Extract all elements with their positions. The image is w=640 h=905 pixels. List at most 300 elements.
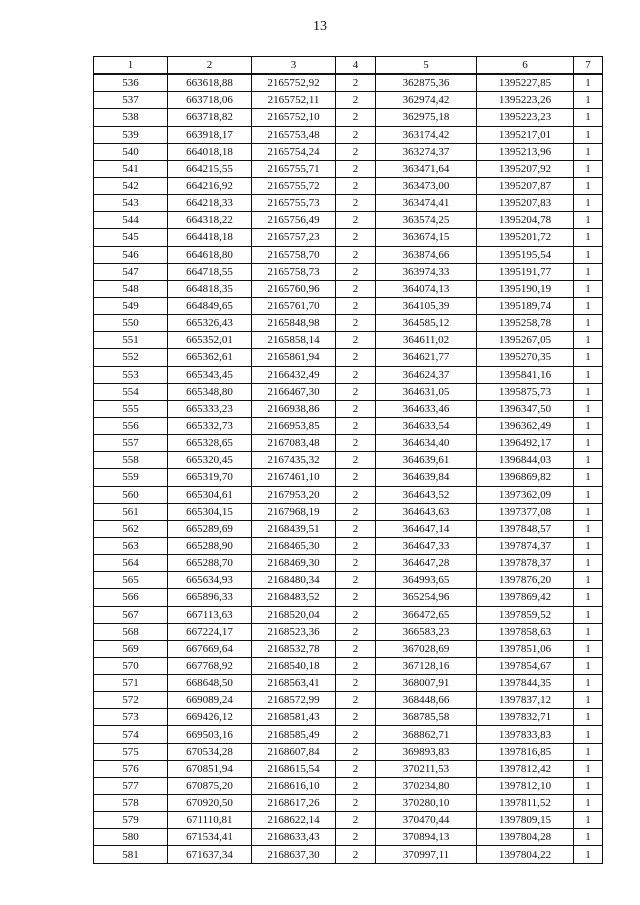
table-cell: 1 <box>574 92 603 109</box>
table-cell: 1 <box>574 743 603 760</box>
table-row <box>94 640 603 657</box>
table-cell: 2168523,36 <box>252 623 336 640</box>
table-cell: 539 <box>94 126 168 143</box>
table-cell: 569 <box>94 640 168 657</box>
table-cell: 2168439,51 <box>252 520 336 537</box>
table-cell: 1 <box>574 726 603 743</box>
table-cell: 1395191,77 <box>477 263 574 280</box>
table-cell: 1 <box>574 469 603 486</box>
table-cell: 2165861,94 <box>252 349 336 366</box>
table-cell: 1397874,37 <box>477 537 574 554</box>
table-row <box>94 743 603 760</box>
table-cell: 545 <box>94 229 168 246</box>
table-cell: 2 <box>336 812 376 829</box>
table-row <box>94 74 603 92</box>
table-cell: 364647,33 <box>376 537 477 554</box>
table-cell: 2165752,10 <box>252 109 336 126</box>
table-cell: 2 <box>336 143 376 160</box>
table-cell: 362975,18 <box>376 109 477 126</box>
table-cell: 2 <box>336 829 376 846</box>
table-cell: 2167461,10 <box>252 469 336 486</box>
table-row <box>94 212 603 229</box>
table-cell: 2 <box>336 417 376 434</box>
table-cell: 2 <box>336 537 376 554</box>
table-cell: 364639,61 <box>376 452 477 469</box>
table-cell: 665304,61 <box>168 486 252 503</box>
table-cell: 543 <box>94 195 168 212</box>
table-cell: 1397811,52 <box>477 795 574 812</box>
table-cell: 664618,80 <box>168 246 252 263</box>
table-cell: 2 <box>336 777 376 794</box>
table-row <box>94 435 603 452</box>
table-cell: 1397809,15 <box>477 812 574 829</box>
table-row <box>94 126 603 143</box>
table-cell: 364647,14 <box>376 520 477 537</box>
column-header: 2 <box>168 57 252 75</box>
table-cell: 1 <box>574 126 603 143</box>
table-cell: 368448,66 <box>376 692 477 709</box>
table-cell: 1397878,37 <box>477 555 574 572</box>
table-cell: 1 <box>574 177 603 194</box>
table-row <box>94 229 603 246</box>
table-cell: 1 <box>574 503 603 520</box>
table-cell: 1395207,87 <box>477 177 574 194</box>
table-cell: 550 <box>94 315 168 332</box>
table-cell: 1395875,73 <box>477 383 574 400</box>
table-cell: 2 <box>336 743 376 760</box>
table-cell: 1397844,35 <box>477 675 574 692</box>
table-row <box>94 349 603 366</box>
table-cell: 2 <box>336 263 376 280</box>
table-row <box>94 760 603 777</box>
table-cell: 1 <box>574 777 603 794</box>
table-cell: 1395223,26 <box>477 92 574 109</box>
table-cell: 664818,35 <box>168 280 252 297</box>
table-cell: 561 <box>94 503 168 520</box>
table-cell: 2167435,32 <box>252 452 336 469</box>
table-row <box>94 589 603 606</box>
table-cell: 1 <box>574 400 603 417</box>
table-row <box>94 829 603 846</box>
table-cell: 2 <box>336 572 376 589</box>
table-cell: 1 <box>574 143 603 160</box>
table-cell: 1396844,03 <box>477 452 574 469</box>
table-row <box>94 332 603 349</box>
table-cell: 2 <box>336 795 376 812</box>
table-cell: 2168469,30 <box>252 555 336 572</box>
table-cell: 366583,23 <box>376 623 477 640</box>
table-cell: 1396347,50 <box>477 400 574 417</box>
table-cell: 549 <box>94 297 168 314</box>
table-row <box>94 503 603 520</box>
table-cell: 546 <box>94 246 168 263</box>
table-cell: 2 <box>336 195 376 212</box>
table-cell: 2168532,78 <box>252 640 336 657</box>
table-cell: 370280,10 <box>376 795 477 812</box>
table-cell: 1 <box>574 606 603 623</box>
table-cell: 1397812,10 <box>477 777 574 794</box>
table-cell: 1 <box>574 280 603 297</box>
table-cell: 2 <box>336 349 376 366</box>
table-cell: 667669,64 <box>168 640 252 657</box>
table-cell: 1397377,08 <box>477 503 574 520</box>
table-cell: 2168540,18 <box>252 657 336 674</box>
column-header: 6 <box>477 57 574 75</box>
table-cell: 2167953,20 <box>252 486 336 503</box>
table-cell: 1395267,05 <box>477 332 574 349</box>
table-cell: 2168465,30 <box>252 537 336 554</box>
table-cell: 1 <box>574 640 603 657</box>
table-cell: 1 <box>574 160 603 177</box>
table-cell: 1395258,78 <box>477 315 574 332</box>
table-cell: 1 <box>574 109 603 126</box>
table-cell: 542 <box>94 177 168 194</box>
table-cell: 2 <box>336 503 376 520</box>
table-cell: 1 <box>574 846 603 863</box>
table-cell: 363474,41 <box>376 195 477 212</box>
table-cell: 2 <box>336 160 376 177</box>
table-row <box>94 537 603 554</box>
table-cell: 1 <box>574 520 603 537</box>
table-cell: 368862,71 <box>376 726 477 743</box>
table-cell: 1395204,78 <box>477 212 574 229</box>
table-cell: 667768,92 <box>168 657 252 674</box>
table-cell: 1 <box>574 229 603 246</box>
table-row <box>94 452 603 469</box>
table-cell: 665289,69 <box>168 520 252 537</box>
table-cell: 2 <box>336 366 376 383</box>
table-cell: 1397832,71 <box>477 709 574 726</box>
table-cell: 2167083,48 <box>252 435 336 452</box>
table-cell: 1397362,09 <box>477 486 574 503</box>
table-cell: 367128,16 <box>376 657 477 674</box>
table-cell: 664418,18 <box>168 229 252 246</box>
table-cell: 1 <box>574 623 603 640</box>
table-cell: 1396362,49 <box>477 417 574 434</box>
table-cell: 370211,53 <box>376 760 477 777</box>
table-cell: 559 <box>94 469 168 486</box>
table-cell: 1 <box>574 795 603 812</box>
table-cell: 2165752,11 <box>252 92 336 109</box>
table-cell: 2 <box>336 177 376 194</box>
table-row <box>94 795 603 812</box>
table-cell: 1395223,23 <box>477 109 574 126</box>
table-cell: 1 <box>574 297 603 314</box>
table-cell: 671110,81 <box>168 812 252 829</box>
table-cell: 570 <box>94 657 168 674</box>
table-row <box>94 520 603 537</box>
table-row <box>94 623 603 640</box>
table-cell: 370234,80 <box>376 777 477 794</box>
column-header: 1 <box>94 57 168 75</box>
table-cell: 671637,34 <box>168 846 252 863</box>
table-cell: 1395207,83 <box>477 195 574 212</box>
table-cell: 2165848,98 <box>252 315 336 332</box>
table-row <box>94 383 603 400</box>
table-cell: 663718,82 <box>168 109 252 126</box>
table-cell: 364621,77 <box>376 349 477 366</box>
table-row <box>94 280 603 297</box>
table-cell: 664018,18 <box>168 143 252 160</box>
table-cell: 364074,13 <box>376 280 477 297</box>
table-cell: 664218,33 <box>168 195 252 212</box>
table-cell: 1 <box>574 195 603 212</box>
table-cell: 665362,61 <box>168 349 252 366</box>
table-cell: 2 <box>336 315 376 332</box>
table-cell: 664216,92 <box>168 177 252 194</box>
table-cell: 1395841,16 <box>477 366 574 383</box>
table-cell: 581 <box>94 846 168 863</box>
table-cell: 670875,20 <box>168 777 252 794</box>
table-cell: 574 <box>94 726 168 743</box>
table-cell: 1 <box>574 675 603 692</box>
table-cell: 1395190,19 <box>477 280 574 297</box>
table-cell: 2 <box>336 126 376 143</box>
table-cell: 2167968,19 <box>252 503 336 520</box>
table-cell: 363974,33 <box>376 263 477 280</box>
table-cell: 2165755,73 <box>252 195 336 212</box>
table-cell: 364639,84 <box>376 469 477 486</box>
table-cell: 537 <box>94 92 168 109</box>
table-cell: 664718,55 <box>168 263 252 280</box>
table-cell: 548 <box>94 280 168 297</box>
table-cell: 368785,58 <box>376 709 477 726</box>
table-cell: 1397859,52 <box>477 606 574 623</box>
table-cell: 1 <box>574 760 603 777</box>
table-cell: 1397812,42 <box>477 760 574 777</box>
table-cell: 2 <box>336 846 376 863</box>
table-cell: 2 <box>336 109 376 126</box>
table-cell: 363874,66 <box>376 246 477 263</box>
table-cell: 2 <box>336 383 376 400</box>
table-cell: 1395189,74 <box>477 297 574 314</box>
table-cell: 364631,05 <box>376 383 477 400</box>
table-cell: 364633,46 <box>376 400 477 417</box>
table-cell: 2 <box>336 675 376 692</box>
table-cell: 1 <box>574 537 603 554</box>
table-cell: 1397858,63 <box>477 623 574 640</box>
table-cell: 1 <box>574 709 603 726</box>
table-cell: 568 <box>94 623 168 640</box>
table-cell: 2 <box>336 332 376 349</box>
table-cell: 363174,42 <box>376 126 477 143</box>
table-cell: 665328,65 <box>168 435 252 452</box>
table-cell: 362974,42 <box>376 92 477 109</box>
table-cell: 2 <box>336 452 376 469</box>
table-cell: 664318,22 <box>168 212 252 229</box>
table-cell: 2168572,99 <box>252 692 336 709</box>
table-row <box>94 777 603 794</box>
table-cell: 663918,17 <box>168 126 252 143</box>
table-cell: 2165756,49 <box>252 212 336 229</box>
table-cell: 555 <box>94 400 168 417</box>
table-cell: 1 <box>574 657 603 674</box>
table-cell: 367028,69 <box>376 640 477 657</box>
table-row <box>94 555 603 572</box>
table-row <box>94 726 603 743</box>
table-cell: 2 <box>336 657 376 674</box>
table-cell: 665348,80 <box>168 383 252 400</box>
table-cell: 368007,91 <box>376 675 477 692</box>
table-cell: 567 <box>94 606 168 623</box>
table-cell: 362875,36 <box>376 74 477 92</box>
table-row <box>94 692 603 709</box>
table-cell: 554 <box>94 383 168 400</box>
table-row <box>94 400 603 417</box>
table-cell: 1 <box>574 417 603 434</box>
table-row <box>94 109 603 126</box>
table-row <box>94 572 603 589</box>
table-cell: 2166938,86 <box>252 400 336 417</box>
table-row <box>94 246 603 263</box>
table-cell: 1395207,92 <box>477 160 574 177</box>
table-row <box>94 417 603 434</box>
column-header: 7 <box>574 57 603 75</box>
table-cell: 563 <box>94 537 168 554</box>
table-row <box>94 92 603 109</box>
table-cell: 2 <box>336 760 376 777</box>
table-cell: 1 <box>574 572 603 589</box>
table-cell: 2 <box>336 280 376 297</box>
table-cell: 1 <box>574 692 603 709</box>
table-cell: 665326,43 <box>168 315 252 332</box>
table-cell: 2 <box>336 623 376 640</box>
table-cell: 2165758,70 <box>252 246 336 263</box>
table-cell: 667224,17 <box>168 623 252 640</box>
table-cell: 364634,40 <box>376 435 477 452</box>
table-cell: 577 <box>94 777 168 794</box>
table-cell: 2168483,52 <box>252 589 336 606</box>
table-cell: 665352,01 <box>168 332 252 349</box>
table-cell: 2 <box>336 212 376 229</box>
table-cell: 669089,24 <box>168 692 252 709</box>
table-cell: 564 <box>94 555 168 572</box>
table-row <box>94 709 603 726</box>
table-cell: 1 <box>574 315 603 332</box>
table-cell: 2168622,14 <box>252 812 336 829</box>
table-cell: 1 <box>574 366 603 383</box>
table-cell: 364643,63 <box>376 503 477 520</box>
table-cell: 363473,00 <box>376 177 477 194</box>
table-cell: 663618,88 <box>168 74 252 92</box>
table-cell: 665896,33 <box>168 589 252 606</box>
table-cell: 1395201,72 <box>477 229 574 246</box>
table-cell: 1397848,57 <box>477 520 574 537</box>
table-cell: 1395195,54 <box>477 246 574 263</box>
column-header: 3 <box>252 57 336 75</box>
table-cell: 560 <box>94 486 168 503</box>
table-cell: 363471,64 <box>376 160 477 177</box>
table-cell: 2 <box>336 486 376 503</box>
table-row <box>94 160 603 177</box>
table-row <box>94 297 603 314</box>
table-cell: 2 <box>336 92 376 109</box>
table-cell: 1396869,82 <box>477 469 574 486</box>
table-cell: 2165760,96 <box>252 280 336 297</box>
table-cell: 365254,96 <box>376 589 477 606</box>
table-cell: 1 <box>574 349 603 366</box>
page-number: 13 <box>313 19 327 34</box>
table-cell: 665319,70 <box>168 469 252 486</box>
table-cell: 2 <box>336 74 376 92</box>
table-cell: 2168633,43 <box>252 829 336 846</box>
table-cell: 670534,28 <box>168 743 252 760</box>
table-cell: 2165753,48 <box>252 126 336 143</box>
table-cell: 667113,63 <box>168 606 252 623</box>
table-cell: 1 <box>574 435 603 452</box>
table-cell: 669426,12 <box>168 709 252 726</box>
table-cell: 364585,12 <box>376 315 477 332</box>
table-cell: 370997,11 <box>376 846 477 863</box>
table-cell: 366472,65 <box>376 606 477 623</box>
table-cell: 2 <box>336 555 376 572</box>
table-row <box>94 263 603 280</box>
table-cell: 2 <box>336 400 376 417</box>
table-cell: 1 <box>574 555 603 572</box>
table-cell: 2168563,41 <box>252 675 336 692</box>
table-cell: 2168617,26 <box>252 795 336 812</box>
table-row <box>94 812 603 829</box>
table-cell: 2168615,54 <box>252 760 336 777</box>
table-cell: 538 <box>94 109 168 126</box>
table-cell: 1397837,12 <box>477 692 574 709</box>
column-header: 4 <box>336 57 376 75</box>
table-cell: 363574,25 <box>376 212 477 229</box>
table-row <box>94 606 603 623</box>
table-cell: 2165752,92 <box>252 74 336 92</box>
table-cell: 578 <box>94 795 168 812</box>
table-row <box>94 195 603 212</box>
table-cell: 363674,15 <box>376 229 477 246</box>
table-cell: 2166467,30 <box>252 383 336 400</box>
table-cell: 540 <box>94 143 168 160</box>
table-cell: 580 <box>94 829 168 846</box>
table-cell: 2 <box>336 606 376 623</box>
table-cell: 663718,06 <box>168 92 252 109</box>
table-cell: 1 <box>574 212 603 229</box>
table-cell: 1397804,28 <box>477 829 574 846</box>
table-cell: 369893,83 <box>376 743 477 760</box>
table-cell: 557 <box>94 435 168 452</box>
table-cell: 2166953,85 <box>252 417 336 434</box>
table-cell: 2 <box>336 297 376 314</box>
table-cell: 1397833,83 <box>477 726 574 743</box>
table-cell: 665320,45 <box>168 452 252 469</box>
table-cell: 664215,55 <box>168 160 252 177</box>
table-cell: 2 <box>336 520 376 537</box>
table-cell: 565 <box>94 572 168 589</box>
table-cell: 2 <box>336 726 376 743</box>
coordinates-table <box>93 56 603 864</box>
table-cell: 1 <box>574 246 603 263</box>
table-cell: 671534,41 <box>168 829 252 846</box>
table-cell: 552 <box>94 349 168 366</box>
table-cell: 1395227,85 <box>477 74 574 92</box>
table-cell: 363274,37 <box>376 143 477 160</box>
table-cell: 2168480,34 <box>252 572 336 589</box>
table-row <box>94 657 603 674</box>
table-row <box>94 366 603 383</box>
table-cell: 573 <box>94 709 168 726</box>
table-cell: 536 <box>94 74 168 92</box>
table-cell: 364633,54 <box>376 417 477 434</box>
table-cell: 1 <box>574 829 603 846</box>
table-row <box>94 675 603 692</box>
table-cell: 2165754,24 <box>252 143 336 160</box>
table-cell: 669503,16 <box>168 726 252 743</box>
table-cell: 1396492,17 <box>477 435 574 452</box>
table-cell: 665304,15 <box>168 503 252 520</box>
